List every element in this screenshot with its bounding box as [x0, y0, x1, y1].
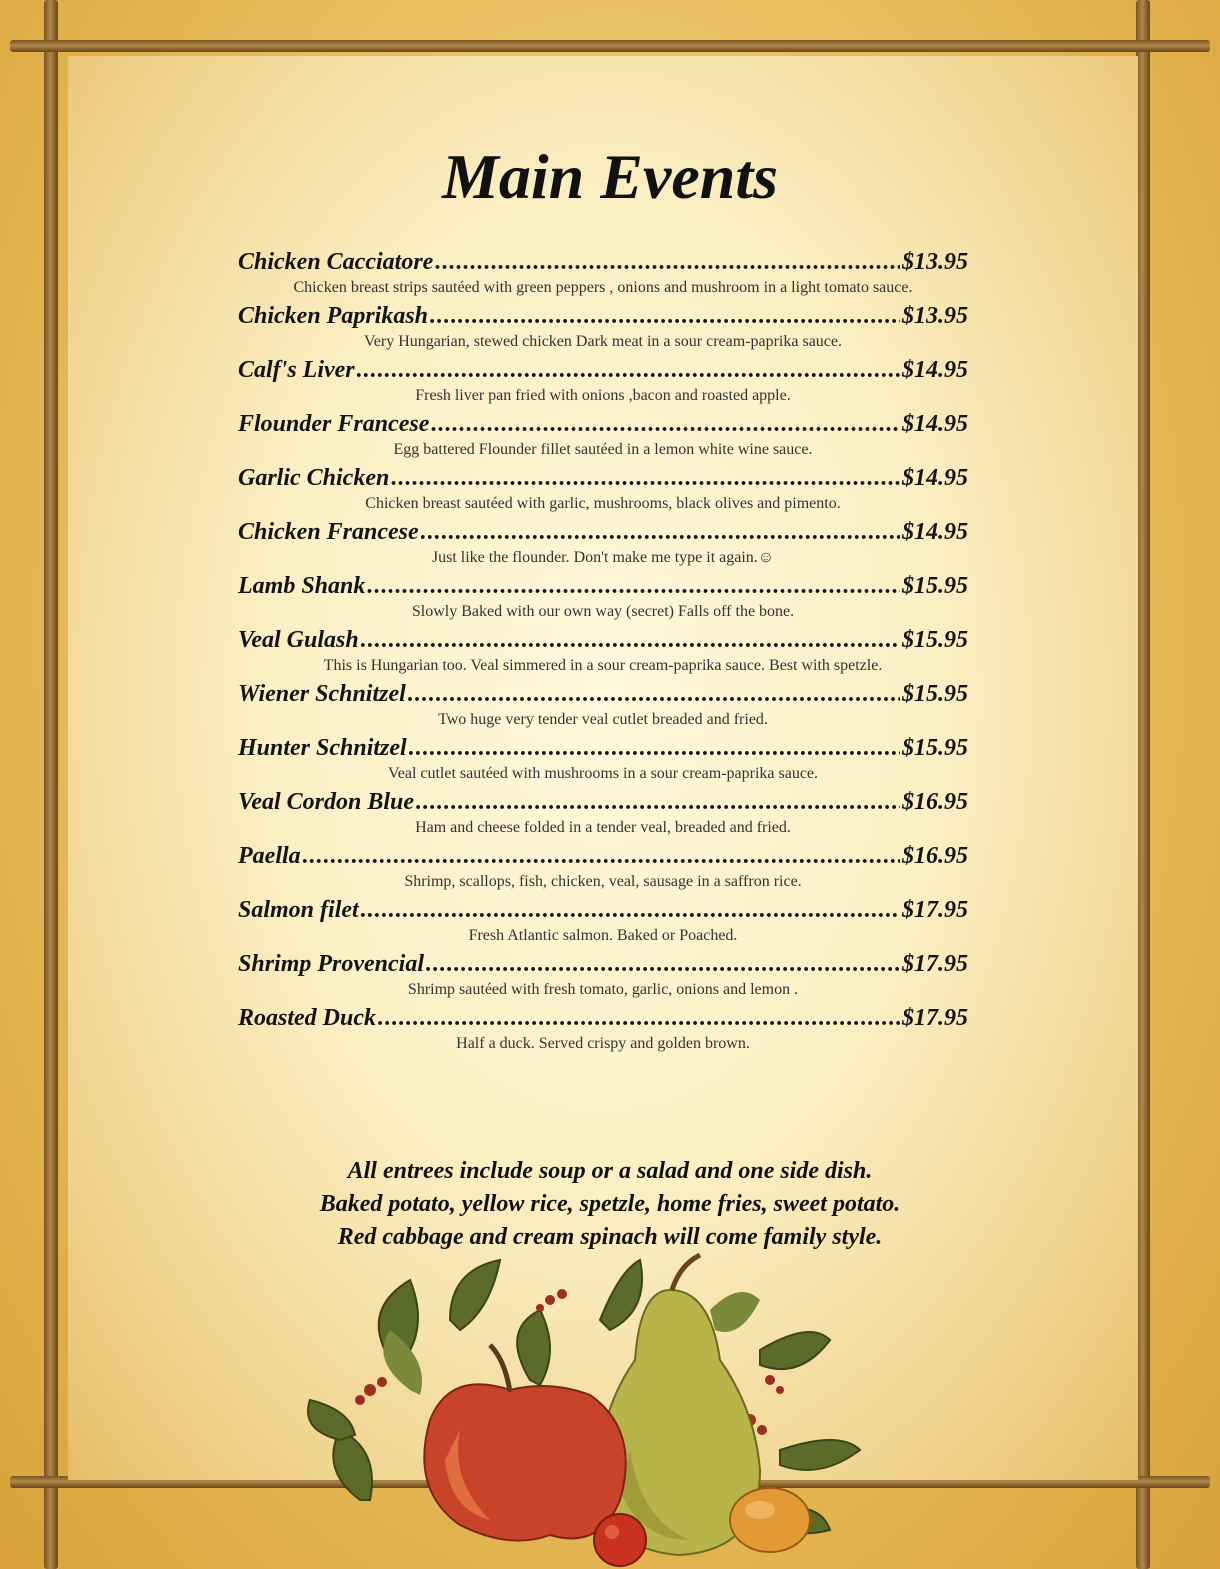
dot-leader — [303, 842, 900, 871]
menu-item-price: $13.95 — [902, 249, 968, 275]
menu-item-row — [238, 302, 968, 331]
menu-item-description: Shrimp sautéed with fresh tomato, garlic, onions and lemon . — [407, 981, 799, 998]
menu-item-price: $14.95 — [902, 465, 968, 491]
menu-item-row — [238, 680, 968, 709]
menu-item — [238, 734, 968, 785]
menu-item-price: $15.95 — [902, 573, 968, 599]
menu-item-row — [238, 248, 968, 277]
menu-item-name: Chicken Paprikash — [238, 303, 429, 329]
menu-item-name: Shrimp Provencial — [238, 951, 425, 977]
menu-item-description: Chicken breast sautéed with garlic, mushrooms, black olives and pimento. — [365, 495, 841, 512]
menu-item-price: $15.95 — [902, 735, 968, 761]
dot-leader — [431, 410, 900, 439]
dot-leader — [416, 788, 900, 817]
menu-item-row — [238, 842, 968, 871]
menu-item — [238, 842, 968, 893]
dot-leader — [426, 950, 900, 979]
menu-item-price: $13.95 — [902, 303, 968, 329]
menu-item — [238, 356, 968, 407]
menu-item-description: Veal cutlet sautéed with mushrooms in a sour cream-paprika sauce. — [387, 765, 819, 782]
menu-item-name: Paella — [238, 843, 301, 869]
menu-item — [238, 680, 968, 731]
dot-leader — [361, 626, 900, 655]
menu-item-description: Fresh liver pan fried with onions ,bacon and roasted apple. — [415, 387, 791, 404]
dot-leader — [421, 518, 900, 547]
menu-item-description: Half a duck. Served crispy and golden brown. — [456, 1035, 750, 1052]
menu-item-price: $17.95 — [902, 897, 968, 923]
frame-stick-top — [10, 40, 1210, 52]
menu-item-row — [238, 518, 968, 547]
menu-list — [238, 248, 968, 1058]
menu-item — [238, 896, 968, 947]
dot-leader — [361, 896, 900, 925]
menu-item-name: Salmon filet — [238, 897, 359, 923]
menu-item-name: Garlic Chicken — [238, 465, 390, 491]
footer-line: Baked potato, yellow rice, spetzle, home fries, sweet potato. — [319, 1191, 901, 1217]
menu-item — [238, 626, 968, 677]
menu-item-row — [238, 464, 968, 493]
menu-item-description: Ham and cheese folded in a tender veal, breaded and fried. — [415, 819, 791, 836]
menu-item-price: $15.95 — [902, 627, 968, 653]
dot-leader — [378, 1004, 900, 1033]
menu-item — [238, 572, 968, 623]
menu-item-name: Wiener Schnitzel — [238, 681, 406, 707]
menu-item-row — [238, 734, 968, 763]
footer-line: Red cabbage and cream spinach will come family style. — [337, 1224, 883, 1250]
menu-footer-note — [0, 1155, 1220, 1254]
menu-item-description: Slowly Baked with our own way (secret) Falls off the bone. — [411, 603, 795, 620]
menu-item-price: $15.95 — [902, 681, 968, 707]
dot-leader — [430, 302, 900, 331]
menu-item-price: $17.95 — [902, 951, 968, 977]
menu-item — [238, 410, 968, 461]
menu-item-description: Egg battered Flounder fillet sautéed in a lemon white wine sauce. — [393, 441, 813, 458]
menu-item-row — [238, 410, 968, 439]
menu-item-name: Hunter Schnitzel — [238, 735, 407, 761]
menu-item — [238, 518, 968, 569]
menu-item-name: Lamb Shank — [238, 573, 366, 599]
menu-item-description: Just like the flounder. Don't make me type it again.☺ — [431, 549, 775, 566]
menu-item-price: $14.95 — [902, 519, 968, 545]
menu-item-price: $14.95 — [902, 411, 968, 437]
dot-leader — [409, 734, 900, 763]
menu-item-name: Calf's Liver — [238, 357, 355, 383]
frame-stick-left — [44, 0, 58, 1569]
menu-item-row — [238, 626, 968, 655]
menu-item — [238, 302, 968, 353]
menu-item-description: Shrimp, scallops, fish, chicken, veal, sausage in a saffron rice. — [404, 873, 802, 890]
dot-leader — [367, 572, 900, 601]
menu-item-row — [238, 788, 968, 817]
dot-leader — [357, 356, 900, 385]
menu-item-row — [238, 356, 968, 385]
dot-leader — [408, 680, 900, 709]
menu-item-row — [238, 950, 968, 979]
menu-item-name: Flounder Francese — [238, 411, 430, 437]
menu-item-description: Chicken breast strips sautéed with green peppers , onions and mushroom in a light tomato sauce. — [293, 279, 913, 296]
menu-item-name: Chicken Cacciatore — [238, 249, 434, 275]
menu-item-description: Fresh Atlantic salmon. Baked or Poached. — [468, 927, 738, 944]
menu-item-description: Two huge very tender veal cutlet breaded and fried. — [438, 711, 768, 728]
menu-item-row — [238, 896, 968, 925]
dot-leader — [391, 464, 900, 493]
menu-item — [238, 788, 968, 839]
menu-item-price: $16.95 — [902, 843, 968, 869]
fruit-arrangement-icon — [300, 1250, 880, 1569]
menu-item-price: $17.95 — [902, 1005, 968, 1031]
menu-item — [238, 464, 968, 515]
menu-item-row — [238, 1004, 968, 1033]
menu-item-description: Very Hungarian, stewed chicken Dark meat in a sour cream-paprika sauce. — [363, 333, 842, 350]
frame-stick-right — [1136, 0, 1150, 1569]
menu-item-name: Veal Cordon Blue — [238, 789, 415, 815]
page-title: Main Events — [441, 141, 779, 212]
menu-item-name: Veal Gulash — [238, 627, 359, 653]
menu-item — [238, 1004, 968, 1055]
menu-item-price: $14.95 — [902, 357, 968, 383]
menu-item-price: $16.95 — [902, 789, 968, 815]
menu-item-name: Roasted Duck — [238, 1005, 376, 1031]
menu-item — [238, 248, 968, 299]
dot-leader — [435, 248, 900, 277]
menu-item-row — [238, 572, 968, 601]
menu-item-name: Chicken Francese — [238, 519, 419, 545]
footer-line: All entrees include soup or a salad and one side dish. — [347, 1158, 873, 1184]
menu-item-description: This is Hungarian too. Veal simmered in a sour cream-paprika sauce. Best with spetzle. — [323, 657, 883, 674]
menu-item — [238, 950, 968, 1001]
